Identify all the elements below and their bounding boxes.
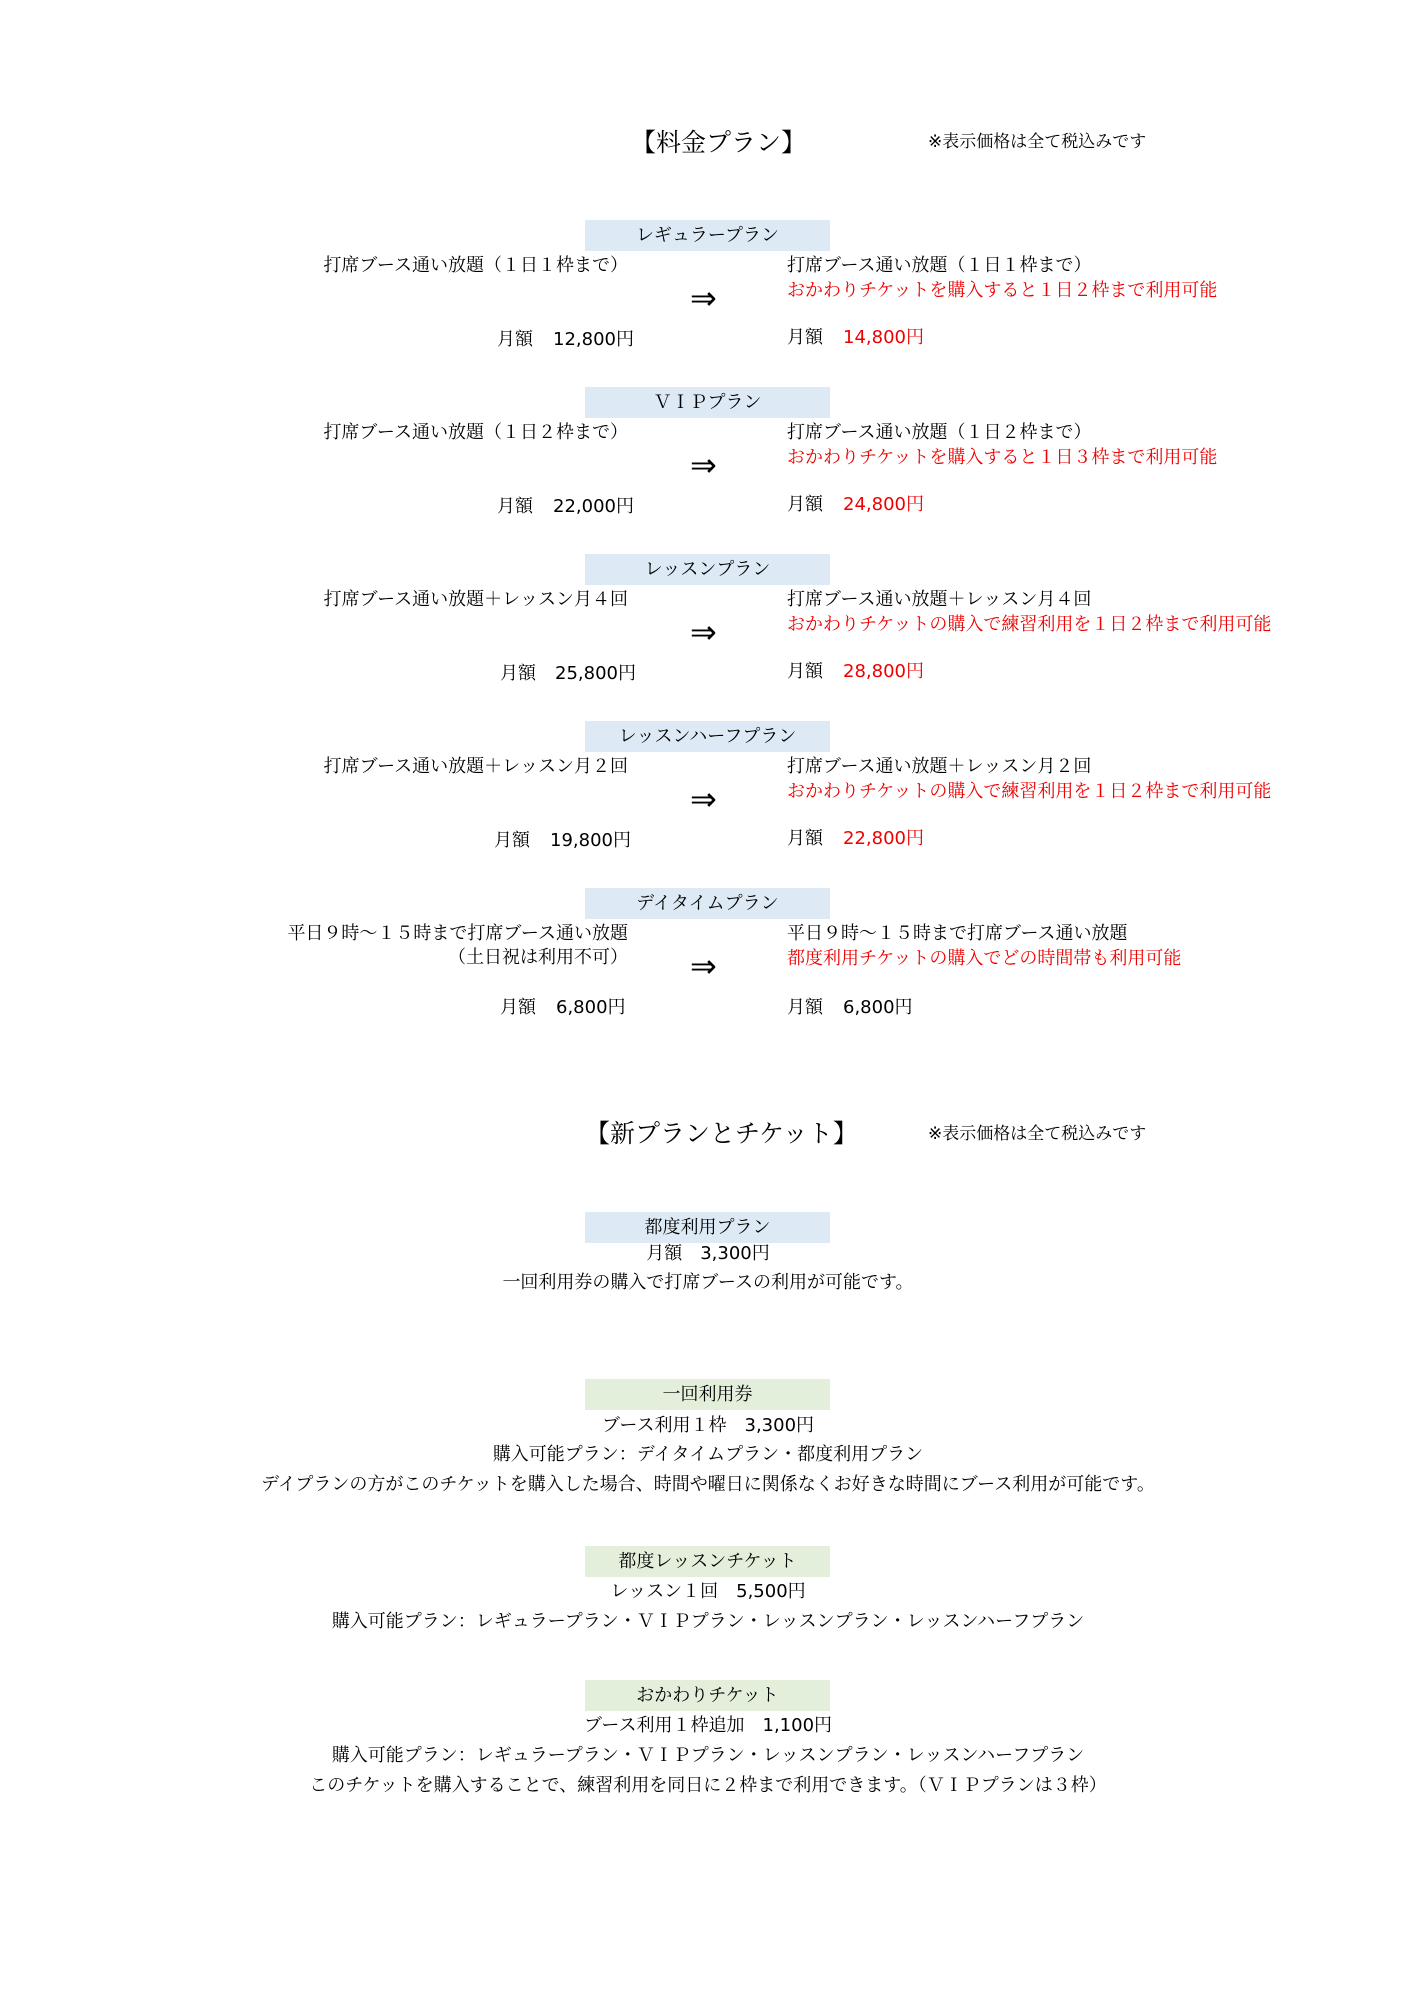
arrow-icon: ⇒ [690, 780, 717, 818]
new-plan-description: 平日９時～１５時まで打席ブース通い放題 [787, 923, 1128, 944]
new-price: 24,800円 [843, 494, 924, 515]
new-price-label: 月額 [787, 327, 823, 348]
plan-banner: 都度利用プラン [585, 1212, 830, 1243]
new-price-label: 月額 [787, 494, 823, 515]
old-plan-description: 打席ブース通い放題＋レッスン月４回 [323, 589, 628, 610]
old-price: 12,800円 [553, 329, 634, 350]
old-price-label: 月額 [500, 663, 536, 684]
new-price: 6,800円 [843, 997, 913, 1018]
ticket-banner: 一回利用券 [585, 1379, 830, 1410]
ticket-price: ブース利用１枠 3,300円 [601, 1415, 815, 1436]
per-use-price: 月額 3,300円 [646, 1243, 770, 1264]
new-plan-description: 打席ブース通い放題（１日１枠まで） [787, 255, 1092, 276]
old-price-label: 月額 [494, 830, 530, 851]
old-price: 25,800円 [555, 663, 636, 684]
new-plan-highlight: おかわりチケットの購入で練習利用を１日２枠まで利用可能 [787, 614, 1272, 635]
old-price-label: 月額 [497, 496, 533, 517]
pricing-plans-title: 【料金プラン】 [631, 128, 807, 157]
arrow-icon: ⇒ [690, 446, 717, 484]
arrow-icon: ⇒ [690, 279, 717, 317]
arrow-icon: ⇒ [690, 947, 717, 985]
ticket-eligible-plans: 購入可能プラン：レギュラープラン・ＶＩＰプラン・レッスンプラン・レッスンハーフプラン [331, 1611, 1085, 1632]
ticket-description: このチケットを購入することで、練習利用を同日に２枠まで利用できます。（ＶＩＰプランは３枠） [309, 1775, 1107, 1796]
new-plan-description: 打席ブース通い放題（１日２枠まで） [787, 422, 1092, 443]
plan-banner: レッスンプラン [585, 554, 830, 585]
new-plan-highlight: おかわりチケットを購入すると１日２枠まで利用可能 [787, 280, 1218, 301]
ticket-price: ブース利用１枠追加 1,100円 [583, 1715, 833, 1736]
plan-banner: ＶＩＰプラン [585, 387, 830, 418]
ticket-price: レッスン１回 5,500円 [610, 1581, 806, 1602]
new-plan-description: 打席ブース通い放題＋レッスン月４回 [787, 589, 1092, 610]
ticket-banner: おかわりチケット [585, 1680, 830, 1711]
ticket-banner: 都度レッスンチケット [585, 1546, 830, 1577]
old-plan-restriction: （土日祝は利用不可） [448, 947, 628, 968]
ticket-eligible-plans: 購入可能プラン：デイタイムプラン・都度利用プラン [492, 1444, 924, 1465]
new-price-label: 月額 [787, 828, 823, 849]
old-price-label: 月額 [497, 329, 533, 350]
old-price-label: 月額 [500, 997, 536, 1018]
old-price: 19,800円 [550, 830, 631, 851]
per-use-description: 一回利用券の購入で打席ブースの利用が可能です。 [502, 1272, 914, 1293]
plan-banner: レッスンハーフプラン [585, 721, 830, 752]
old-plan-description: 打席ブース通い放題＋レッスン月２回 [323, 756, 628, 777]
new-plan-highlight: おかわりチケットを購入すると１日３枠まで利用可能 [787, 447, 1218, 468]
new-price: 22,800円 [843, 828, 924, 849]
tax-included-note: ※表示価格は全て税込みです [928, 132, 1147, 152]
plan-banner: デイタイムプラン [585, 888, 830, 919]
old-plan-description: 打席ブース通い放題（１日１枠まで） [323, 255, 628, 276]
new-plan-highlight: おかわりチケットの購入で練習利用を１日２枠まで利用可能 [787, 781, 1272, 802]
old-plan-description: 平日９時～１５時まで打席ブース通い放題 [287, 923, 628, 944]
new-plan-description: 打席ブース通い放題＋レッスン月２回 [787, 756, 1092, 777]
arrow-icon: ⇒ [690, 613, 717, 651]
new-price-label: 月額 [787, 661, 823, 682]
ticket-description: デイプランの方がこのチケットを購入した場合、時間や曜日に関係なくお好きな時間にブース利用が可能です。 [261, 1474, 1155, 1495]
new-plans-title: 【新プランとチケット】 [585, 1119, 858, 1148]
new-price-label: 月額 [787, 997, 823, 1018]
old-price: 6,800円 [556, 997, 626, 1018]
plan-banner: レギュラープラン [585, 220, 830, 251]
new-price: 14,800円 [843, 327, 924, 348]
tax-included-note: ※表示価格は全て税込みです [928, 1124, 1147, 1144]
ticket-eligible-plans: 購入可能プラン：レギュラープラン・ＶＩＰプラン・レッスンプラン・レッスンハーフプラン [331, 1745, 1085, 1766]
new-plan-highlight: 都度利用チケットの購入でどの時間帯も利用可能 [787, 948, 1182, 969]
old-price: 22,000円 [553, 496, 634, 517]
new-price: 28,800円 [843, 661, 924, 682]
old-plan-description: 打席ブース通い放題（１日２枠まで） [323, 422, 628, 443]
